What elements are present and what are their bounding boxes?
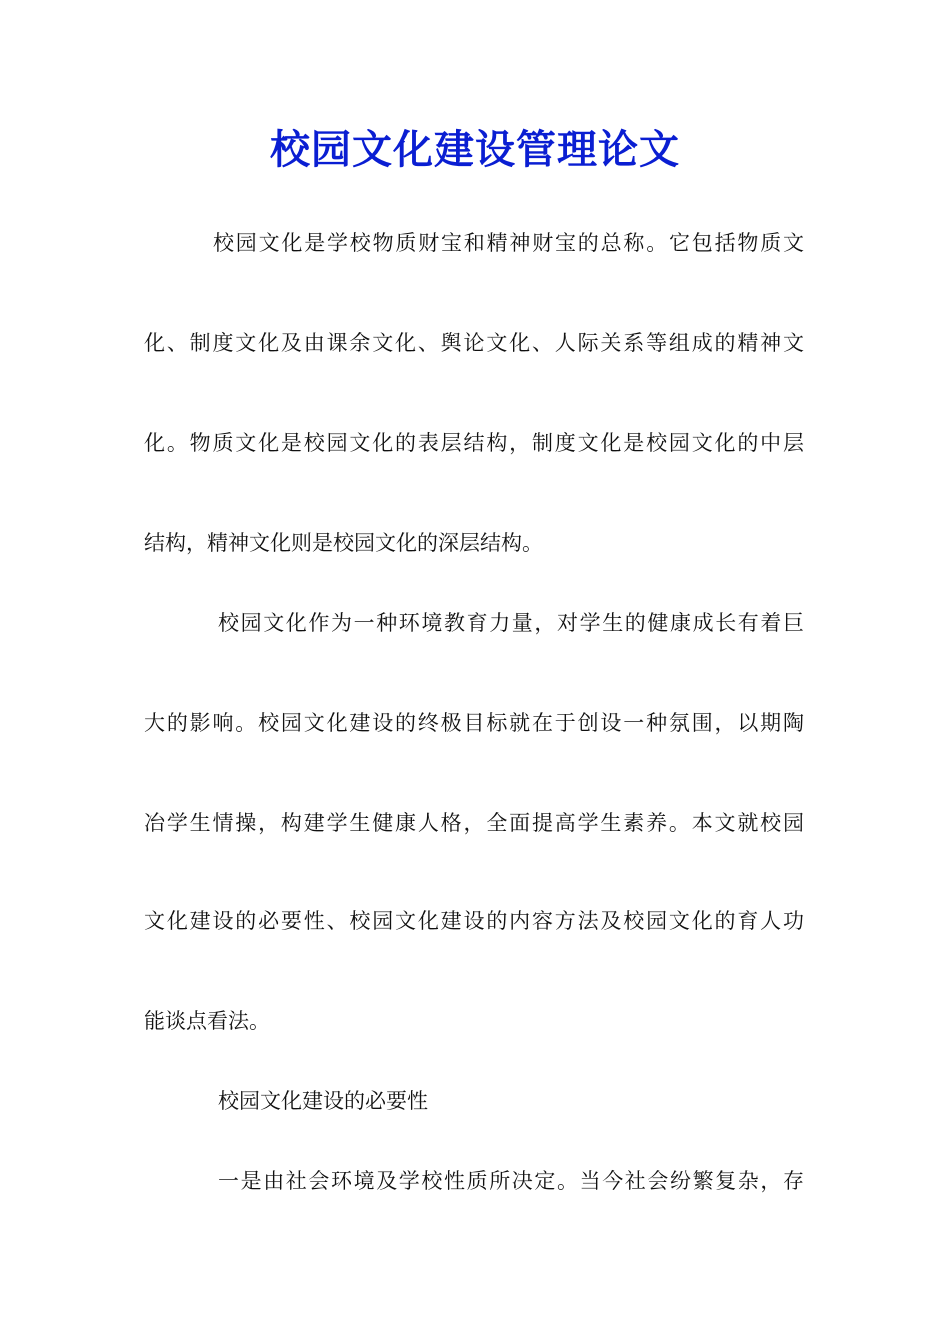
paragraph-2-line-2: 大的影响。校园文化建设的终极目标就在于创设一种氛围，以期陶 (144, 711, 804, 735)
document-title: 校园文化建设管理论文 (270, 126, 680, 173)
paragraph-1-line-2: 化、制度文化及由课余文化、舆论文化、人际关系等组成的精神文 (144, 331, 804, 355)
paragraph-1-line-3: 化。物质文化是校园文化的表层结构，制度文化是校园文化的中层 (144, 431, 804, 455)
paragraph-2-line-1: 校园文化作为一种环境教育力量，对学生的健康成长有着巨 (218, 611, 804, 635)
paragraph-2-line-5: 能谈点看法。 (144, 1009, 270, 1033)
paragraph-1-line-1: 校园文化是学校物质财宝和精神财宝的总称。它包括物质文 (213, 231, 804, 255)
paragraph-2-line-3: 冶学生情操，构建学生健康人格，全面提高学生素养。本文就校园 (144, 811, 804, 835)
paragraph-1-line-4: 结构，精神文化则是校园文化的深层结构。 (144, 531, 543, 555)
section-heading: 校园文化建设的必要性 (218, 1089, 428, 1113)
paragraph-3-line-1: 一是由社会环境及学校性质所决定。当今社会纷繁复杂，存 (218, 1169, 804, 1193)
paragraph-2-line-4: 文化建设的必要性、校园文化建设的内容方法及校园文化的育人功 (144, 909, 804, 933)
